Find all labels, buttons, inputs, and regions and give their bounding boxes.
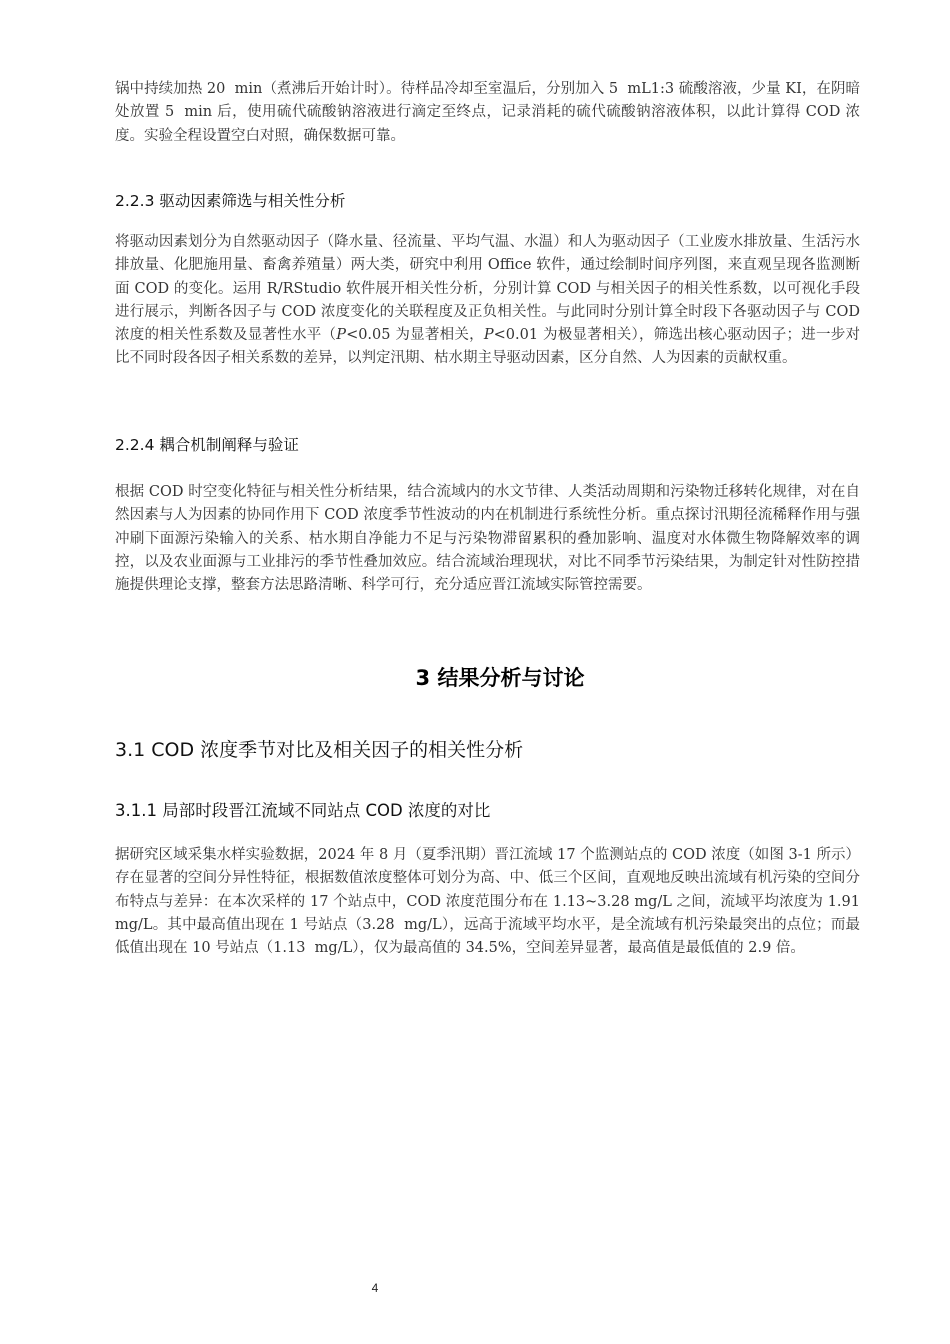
- paragraph-method-continuation: 锅中持续加热 20 min（煮沸后开始计时）。待样品冷却至室温后，分别加入 5 mL1:3 硫酸溶液，少量 KI，在阴暗处放置 5 min 后，使用硫代硫酸钠溶液进行滴定至终点，记录消耗的硫代硫酸钠溶液体积，以此计算得 COD 浓度。实验全程设置空白对照，确保数据可靠。: [115, 81, 860, 144]
- paragraph-coupling-mechanism: 根据 COD 时空变化特征与相关性分析结果，结合流域内的水文节律、人类活动周期和污染物迁移转化规律，对在自然因素与人为因素的协同作用下 COD 浓度季节性波动的内在机制进行系统性分析。重点探讨汛期径流稀释作用与强冲刷下面源污染输入的关系、枯水期自净能力不足与污染物滞留累积的叠加影响、温度对水体微生物降解效率的调控，以及农业面源与工业排污的季节性叠加效应。结合流域治理现状，对比不同季节污染结果，为制定针对性防控措施提供理论支撑，整套方法思路清晰、科学可行，充分适应晋江流域实际管控需要。: [115, 484, 860, 594]
- heading-chapter-3: 3 结果分析与讨论: [415, 666, 585, 690]
- paragraph-driver-screening: 将驱动因素划分为自然驱动因子（降水量、径流量、平均气温、水温）和人为驱动因子（工业废水排放量、生活污水排放量、化肥施用量、畜禽养殖量）两大类，研究中利用 Office 软件，通过绘制时间序列图，来直观呈现各监测断面 COD 的变化。运用 R/RStudio 软件展开相关性分析，分别计算 COD 与相关因子的相关性系数，以可视化手段进行展示，判断各因子与 COD 浓度变化的关联程度及正负相关性。与此同时分别计算全时段下各驱动因子与 COD 浓度的相关性系数及显著性水平（P<0.05 为显著相关，P<0.01 为极显著相关），筛选出核心驱动因子；进一步对比不同时段各因子相关系数的差异，以判定汛期、枯水期主导驱动因素，区分自然、人为因素的贡献权重。: [115, 234, 865, 367]
- heading-3-1: 3.1 COD 浓度季节对比及相关因子的相关性分析: [115, 739, 524, 761]
- paragraph-cod-comparison: 据研究区域采集水样实验数据，2024 年 8 月（夏季汛期）晋江流域 17 个监测站点的 COD 浓度（如图 3-1 所示）存在显著的空间分异性特征，根据数值浓度整体可划分为高、中、低三个区间，直观地反映出流域有机污染的空间分布特点与差异：在本次采样的 17 个站点中，COD 浓度范围分布在 1.13~3.28 mg/L 之间，流域平均浓度为 1.91 mg/L。其中最高值出现在 1 号站点（3.28 mg/L），远高于流域平均水平，是全流域有机污染最突出的点位；而最低值出现在 10 号站点（1.13 mg/L），仅为最高值的 34.5%，空间差异显著，最高值是最低值的 2.9 倍。: [115, 847, 870, 957]
- heading-2-2-4: 2.2.4 耦合机制阐释与验证: [115, 436, 299, 454]
- heading-3-1-1: 3.1.1 局部时段晋江流域不同站点 COD 浓度的对比: [115, 801, 491, 820]
- heading-2-2-3: 2.2.3 驱动因素筛选与相关性分析: [115, 192, 346, 210]
- page-number: 4: [371, 1281, 379, 1295]
